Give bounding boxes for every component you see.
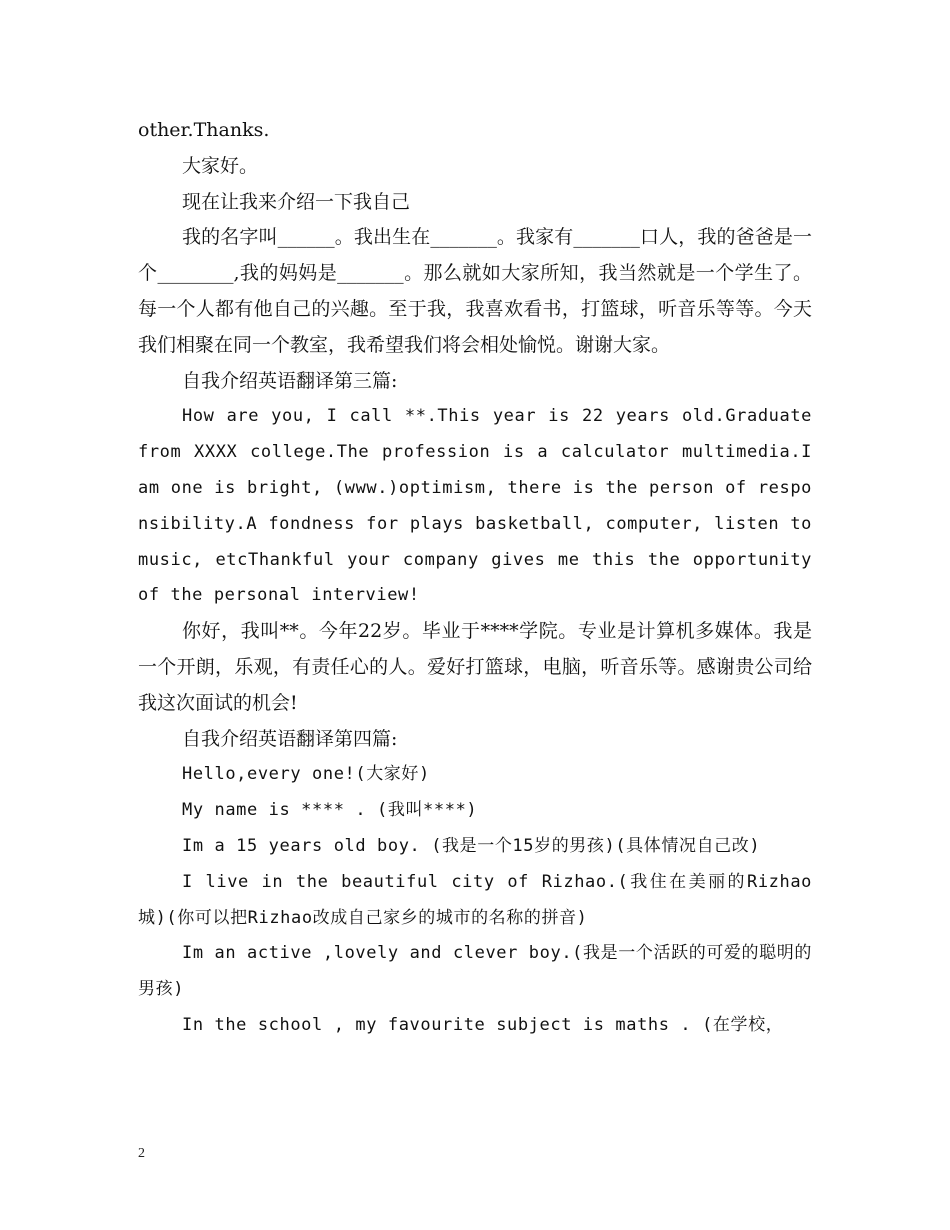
- paragraph: 大家好。: [182, 154, 259, 177]
- section-heading: 自我介绍英语翻译第四篇:: [182, 727, 398, 750]
- page-number: 2: [138, 1146, 145, 1161]
- paragraph: 你好，我叫**。今年22岁。毕业于****学院。专业是计算机多媒体。我是一个开朗，乐观，有责任心的人。爱好打篮球，电脑，听音乐等。感谢贵公司给我这次面试的机会!: [138, 620, 812, 714]
- paragraph: Hello,every one!(大家好): [182, 764, 430, 785]
- paragraph: How are you, I call **.This year is 22 years old.Graduate from XXXX college.The profession is a calculator multimedia.I am one is bright, (www.)optimism, there is the person of responsibility.A fondness for plays basketball, computer, listen to music, etcThankful your company gives me this the opportunity of the personal interview!: [138, 406, 812, 606]
- paragraph: 现在让我来介绍一下我自己: [182, 190, 411, 213]
- paragraph: My name is **** . (我叫****): [182, 800, 478, 821]
- paragraph: Im a 15 years old boy. (我是一个15岁的男孩)(具体情况自己改): [182, 835, 761, 856]
- paragraph: other.Thanks.: [138, 119, 270, 141]
- paragraph: I live in the beautiful city of Rizhao.(我住在美丽的Rizhao城)(你可以把Rizhao改成自己家乡的城市的名称的拼音): [138, 871, 812, 928]
- paragraph: Im an active ,lovely and clever boy.(我是一个活跃的可爱的聪明的男孩): [138, 943, 812, 1000]
- paragraph: 我的名字叫______。我出生在_______。我家有_______口人，我的爸爸是一个________,我的妈妈是_______。那么就如大家所知，我当然就是一个学生了。每一个人都有他自己的兴趣。至于我，我喜欢看书，打篮球，听音乐等等。今天我们相聚在同一个教室，我希望我们将会相处愉悦。谢谢大家。: [138, 226, 812, 356]
- paragraph: In the school , my favourite subject is maths . (在学校，: [182, 1014, 784, 1035]
- document-body: [138, 113, 812, 1044]
- section-heading: 自我介绍英语翻译第三篇:: [182, 369, 398, 392]
